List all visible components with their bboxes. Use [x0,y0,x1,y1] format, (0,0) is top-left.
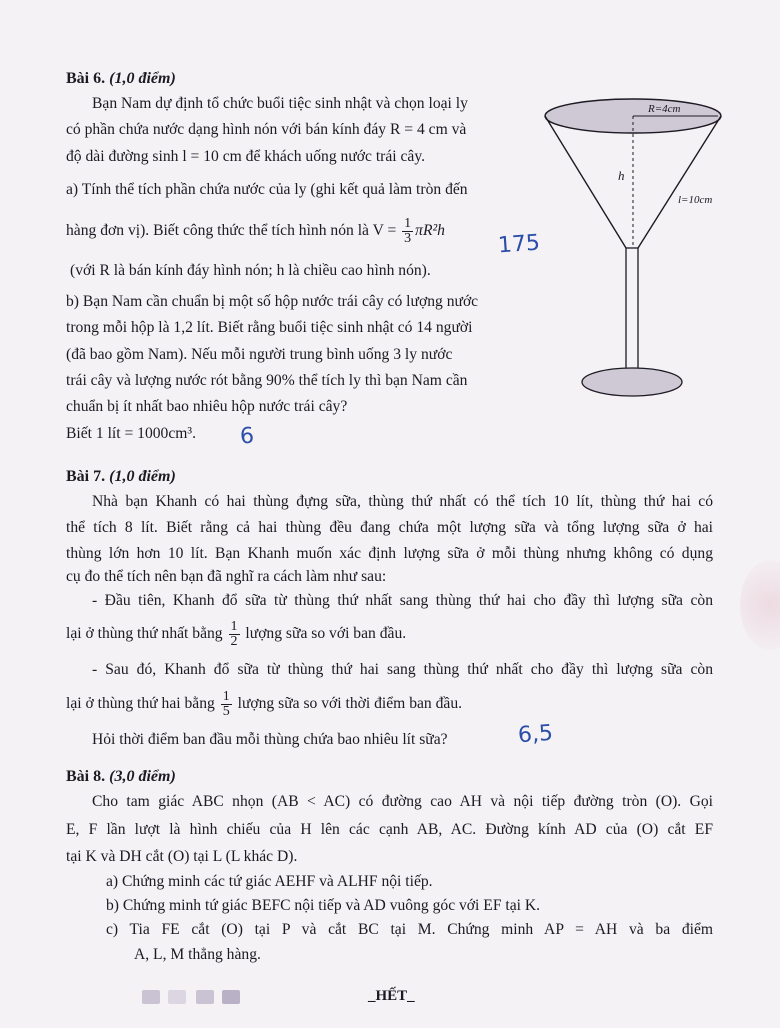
end-marker: _HẾT_ [368,988,415,1004]
bai8-line-1: Cho tam giác ABC nhọn (AB < AC) có đường cao AH và nội tiếp đường tròn (O). Gọi [92,793,713,810]
bai8-item-c: c) Tia FE cắt (O) tại P và cắt BC tại M. Chứng minh AP = AH và ba điểm [106,921,713,938]
cone-glass-figure [538,92,738,412]
bai6-line-9: (đã bao gồm Nam). Nếu mỗi người trung bình uống 3 ly nước [66,346,453,363]
bai8-title: Bài 8. (3,0 điểm) [66,768,176,785]
cone-left-slant [545,116,626,248]
label-radius: R=4cm [648,103,681,115]
bai8-line-3: tại K và DH cắt (O) tại L (L khác D). [66,848,298,865]
handwritten-answer-6a: 175 [497,230,541,259]
bai6-line-1: Bạn Nam dự định tổ chức buổi tiệc sinh nhật và chọn loại ly [92,95,468,112]
bai6-line-5: hàng đơn vị). Biết công thức thể tích hình nón là V = $\frac{1}{3}$ πR²h [66,216,445,246]
bai7-line-6: lại ở thùng thứ nhất bằng $\frac{1}{2}$ lượng sữa so với ban đầu. [66,619,407,649]
handwritten-answer-6b: 6 [239,423,255,450]
formula-fraction: $\frac{1}{3}$ [404,216,412,246]
bai8-item-b: b) Chứng minh tứ giác BEFC nội tiếp và AD vuông góc với EF tại K. [106,897,541,914]
bai7-line-7: - Sau đó, Khanh đổ sữa từ thùng thứ hai sang thùng thứ nhất cho đầy thì lượng sữa còn [92,661,713,678]
cone-right-slant [638,116,721,248]
redacted-block-1 [142,990,160,1004]
bai6-line-11: chuẩn bị ít nhất bao nhiêu hộp nước trái cây? [66,398,348,415]
bai6-line-2: có phần chứa nước dạng hình nón với bán kính đáy R = 4 cm và [66,121,467,138]
fraction-one-fifth: $\frac{1}{5}$ [222,689,230,719]
bai6-line-3: độ dài đường sinh l = 10 cm để khách uống nước trái cây. [66,148,426,165]
bai6-line-4: a) Tính thể tích phần chứa nước của ly (ghi kết quả làm tròn đến [66,181,468,198]
redacted-block-3 [196,990,214,1004]
bai8-line-2: E, F lần lượt là hình chiếu của H lên các cạnh AB, AC. Đường kính AD của (O) cắt EF [66,821,713,838]
redacted-block-2 [168,990,186,1004]
bai7-line-3: thùng lớn hơn 10 lít. Bạn Khanh muốn xác định lượng sữa ở mỗi thùng nhưng không có dụng [66,545,713,562]
bai6-line-7: b) Bạn Nam cần chuẩn bị một số hộp nước trái cây có lượng nước [66,293,479,310]
bai6-line-8: trong mỗi hộp là 1,2 lít. Biết rằng buổi tiệc sinh nhật có 14 người [66,319,473,336]
redacted-block-4 [222,990,240,1004]
handwritten-answer-7: 6,5 [517,720,554,749]
paper-smudge [740,560,780,650]
bai7-line-1: Nhà bạn Khanh có hai thùng đựng sữa, thùng thứ nhất có thể tích 10 lít, thùng thứ hai có [92,493,713,510]
bai7-line-8: lại ở thùng thứ hai bằng $\frac{1}{5}$ lượng sữa so với thời điểm ban đầu. [66,689,463,719]
glass-base [582,368,682,396]
bai7-line-2: thể tích 8 lít. Biết rằng cả hai thùng đều đang chứa một lượng sữa và tổng lượng sữa ở hai [66,519,713,536]
bai6-title: Bài 6. (1,0 điểm) [66,70,176,87]
bai6-line-10: trái cây và lượng nước rót bằng 90% thể tích ly thì bạn Nam cần [66,372,468,389]
bai6-line-12: Biết 1 lít = 1000cm³. [66,425,196,442]
glass-stem [626,248,638,374]
bai6-line-6: (với R là bán kính đáy hình nón; h là chiều cao hình nón). [70,262,431,279]
label-slant: l=10cm [678,194,713,206]
fraction-one-half: $\frac{1}{2}$ [230,619,238,649]
bai7-line-9: Hỏi thời điểm ban đầu mỗi thùng chứa bao nhiêu lít sữa? [92,731,448,748]
bai7-line-5: - Đầu tiên, Khanh đổ sữa từ thùng thứ nhất sang thùng thứ hai cho đầy thì lượng sữa còn [92,592,713,609]
bai8-item-c-cont: A, L, M thẳng hàng. [134,946,261,963]
bai8-item-a: a) Chứng minh các tứ giác AEHF và ALHF nội tiếp. [106,873,433,890]
label-height: h [618,168,625,183]
bai7-title: Bài 7. (1,0 điểm) [66,468,176,485]
bai7-line-4: cụ đo thể tích nên bạn đã nghĩ ra cách làm như sau: [66,568,387,585]
